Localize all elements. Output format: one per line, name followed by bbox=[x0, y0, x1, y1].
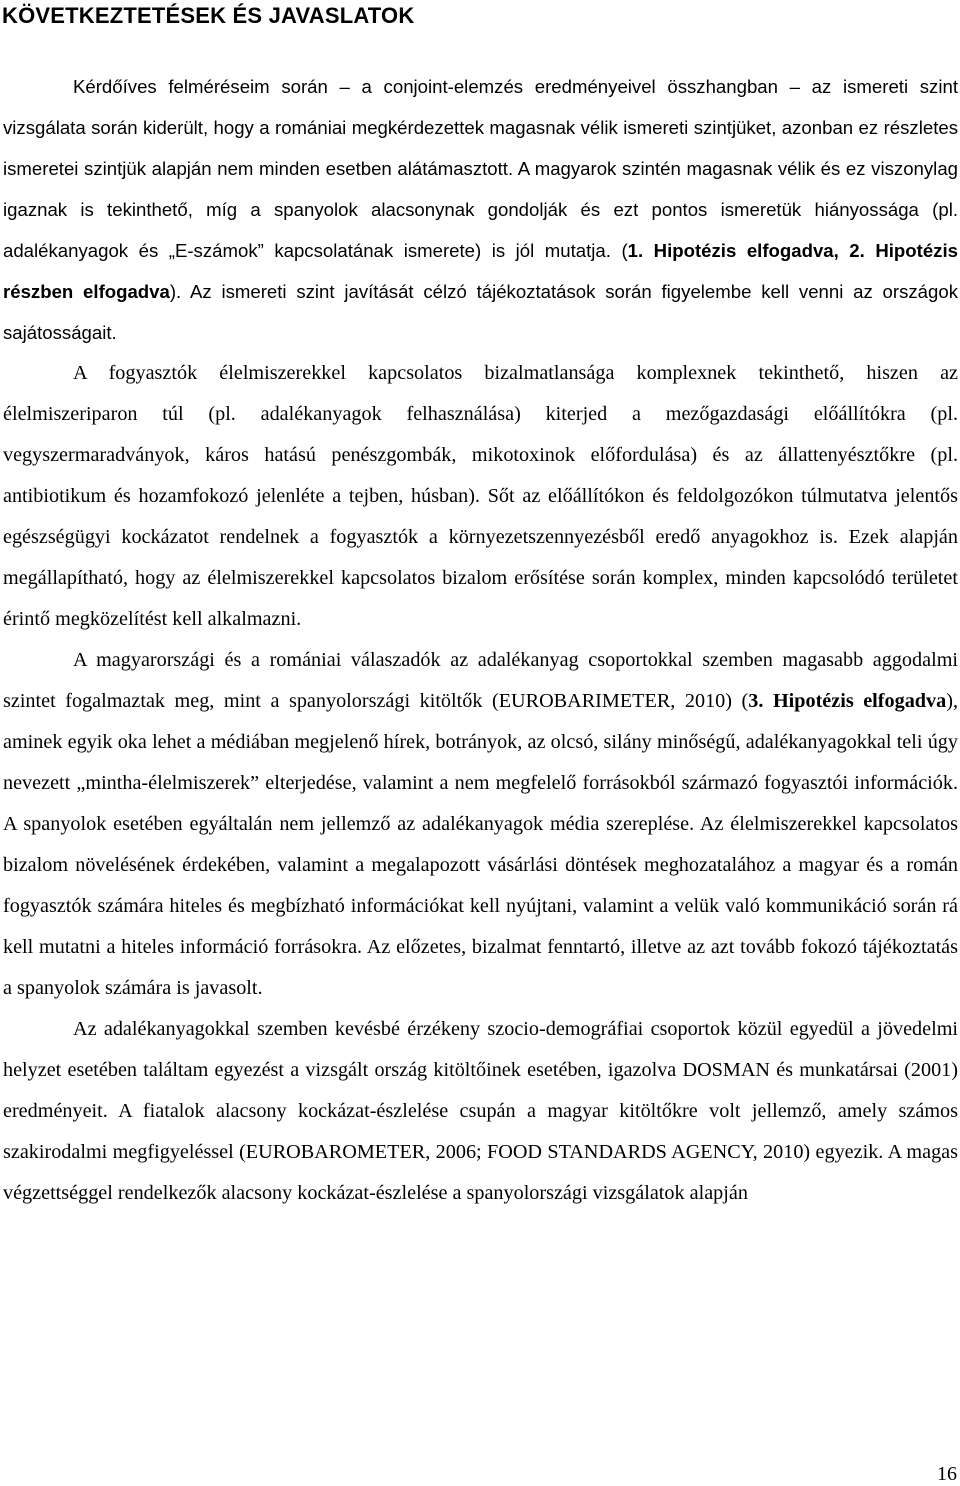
text-segment: Kérdőíves felméréseim során – a conjoint-elemzés eredményeivel összhangban – az ismereti szint vizsgálata során kiderült, hogy a romániai megkérdezettek magasnak vélik ismereti szintjüket, azonban ez részletes ismeretei szintjük alapján nem minden esetben alátámasztott. A magyarok szintén magasnak vélik és ez viszonylag igaznak is tekinthető, míg a spanyolok alacsonynak gondolják és ezt pontos ismeretük hiányossága (pl. adalékanyagok és „E-számok” kapcsolatának ismerete) is jól mutatja. ( bbox=[3, 76, 958, 261]
section-heading: KÖVETKEZTETÉSEK ÉS JAVASLATOK bbox=[2, 3, 415, 28]
body-text bbox=[3, 66, 958, 1214]
page-number: 16 bbox=[937, 1463, 957, 1485]
paragraph bbox=[3, 1009, 958, 1214]
bold-text: 3. Hipotézis elfogadva bbox=[748, 690, 947, 712]
text-segment: ), aminek egyik oka lehet a médiában megjelenő hírek, botrányok, az olcsó, silány minőségű, adalékanyagokkal teli úgy nevezett „mintha-élelmiszerek” elterjedése, valamint a nem megfelelő forrásokból származó fogyasztói információk. A spanyolok esetében egyáltalán nem jellemző az adalékanyagok média szereplése. Az élelmiszerekkel kapcsolatos bizalom növelésének érdekében, valamint a megalapozott vásárlási döntések meghozatalához a magyar és a román fogyasztók számára hiteles és megbízható információkat kell nyújtani, valamint a velük való kommunikáció során rá kell mutatni a hiteles információ forrásokra. Az előzetes, bizalmat fenntartó, illetve az azt tovább fokozó tájékoztatás a spanyolok számára is javasolt. bbox=[3, 690, 958, 999]
paragraph bbox=[3, 66, 958, 353]
text-segment: Az adalékanyagokkal szemben kevésbé érzékeny szocio-demográfiai csoportok közül egyedül a jövedelmi helyzet esetében találtam egyezést a vizsgált ország kitöltőinek esetében, igazolva DOSMAN és munkatársai (2001) eredményeit. A fiatalok alacsony kockázat-észlelése csupán a magyar kitöltőkre volt jellemző, amely számos szakirodalmi megfigyeléssel (EUROBAROMETER, 2006; FOOD STANDARDS AGENCY, 2010) egyezik. A magas végzettséggel rendelkezők alacsony kockázat-észlelése a spanyolországi vizsgálatok alapján bbox=[3, 1018, 958, 1204]
bold-text: 1. Hipotézis elfogadva, 2. Hipotézis részben elfogadva bbox=[3, 240, 958, 302]
paragraph bbox=[3, 640, 958, 1009]
paragraph bbox=[3, 353, 958, 640]
text-segment: ). Az ismereti szint javítását célzó tájékoztatások során figyelembe kell venni az országok sajátosságait. bbox=[3, 281, 959, 343]
text-segment: A fogyasztók élelmiszerekkel kapcsolatos bizalmatlansága komplexnek tekinthető, hiszen az élelmiszeriparon túl (pl. adalékanyagok felhasználása) kiterjed a mezőgazdasági előállítókra (pl. vegyszermaradványok, káros hatású penészgombák, mikotoxinok előfordulása) és az állattenyésztőkre (pl. antibiotikum és hozamfokozó jelenléte a tejben, húsban). Sőt az előállítókon és feldolgozókon túlmutatva jelentős egészségügyi kockázatot rendelnek a fogyasztók a környezetszennyezésből eredő anyagokhoz is. Ezek alapján megállapítható, hogy az élelmiszerekkel kapcsolatos bizalom erősítése során komplex, minden kapcsolódó területet érintő megközelítést kell alkalmazni. bbox=[3, 362, 958, 630]
text-segment: A magyarországi és a romániai válaszadók az adalékanyag csoportokkal szemben magasabb aggodalmi szintet fogalmaztak meg, mint a spanyolországi kitöltők (EUROBARIMETER, 2010) ( bbox=[3, 649, 958, 712]
